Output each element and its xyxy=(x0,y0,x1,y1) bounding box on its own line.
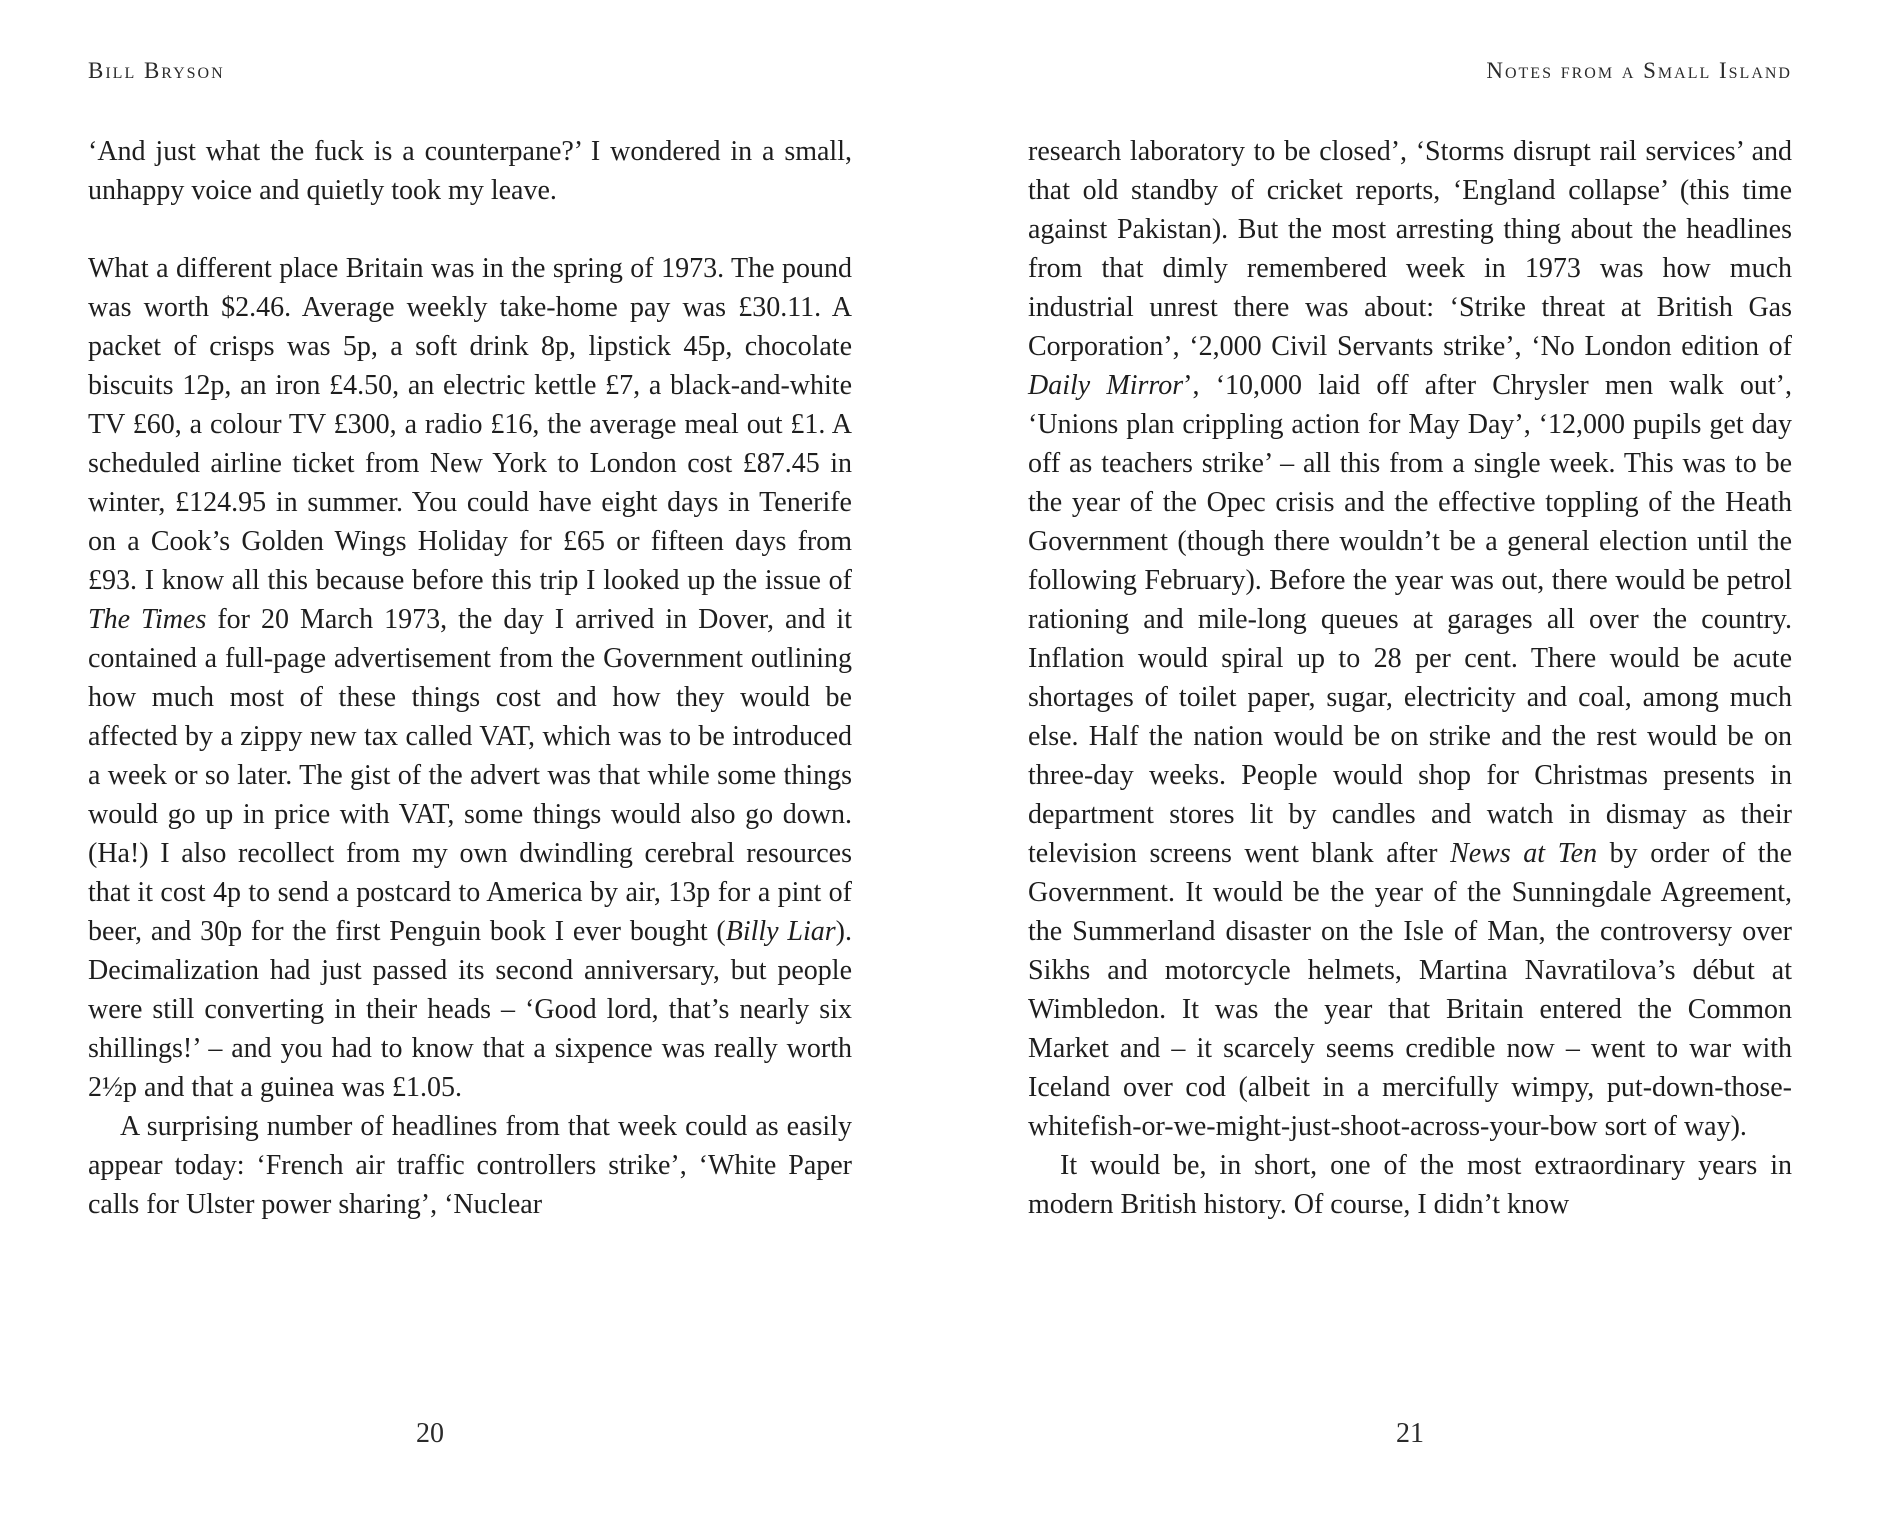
paragraph xyxy=(88,1107,852,1224)
left-page-body xyxy=(88,132,852,1224)
running-head-author: Bill Bryson xyxy=(88,58,225,83)
right-page-body xyxy=(1028,132,1792,1224)
paragraph xyxy=(88,249,852,1107)
italic-title: Daily Mirror xyxy=(1028,370,1184,401)
text-run: A surprising number of headlines from that week could as easily appear today: ‘French air traffic controllers strike’, ‘White Paper calls for Ulster power sharing’, ‘Nuclear xyxy=(88,1111,852,1220)
text-run: It would be, in short, one of the most extraordinary years in modern British history. Of course, I didn’t know xyxy=(1028,1150,1792,1220)
running-head-title: Notes from a Small Island xyxy=(1486,58,1792,83)
text-run: ‘And just what the fuck is a counterpane?’ I wondered in a small, unhappy voice and quietly took my leave. xyxy=(88,136,852,206)
italic-title: Billy Liar xyxy=(725,916,836,947)
italic-title: News at Ten xyxy=(1450,838,1598,869)
text-run: What a different place Britain was in the spring of 1973. The pound was worth $2.46. Average weekly take-home pay was £30.11. A packet of crisps was 5p, a soft drink 8p, lipstick 45p, chocolate biscuits 12p, an iron £4.50, an electric kettle £7, a black-and-white TV £60, a colour TV £300, a radio £16, the average meal out £1. A scheduled airline ticket from New York to London cost £87.45 in winter, £124.95 in summer. You could have eight days in Tenerife on a Cook’s Golden Wings Holiday for £65 or fifteen days from £93. I know all this because before this trip I looked up the issue of xyxy=(88,253,852,596)
left-page xyxy=(88,0,852,1524)
text-run: research laboratory to be closed’, ‘Storms disrupt rail services’ and that old standby of cricket reports, ‘England collapse’ (this time against Pakistan). But the most arresting thing about the headlines from that dimly remembered week in 1973 was how much industrial unrest there was about: ‘Strike threat at British Gas Corporation’, ‘2,000 Civil Servants strike’, ‘No London edition of xyxy=(1028,136,1792,362)
text-run: ). Decimalization had just passed its second anniversary, but people were still converting in their heads – ‘Good lord, that’s nearly six shillings!’ – and you had to know that a sixpence was really worth 2½p and that a guinea was £1.05. xyxy=(88,916,852,1103)
paragraph xyxy=(1028,132,1792,1146)
paragraph xyxy=(1028,1146,1792,1224)
italic-title: The Times xyxy=(88,604,207,635)
right-page xyxy=(1028,0,1792,1524)
page-number: 20 xyxy=(416,1418,444,1449)
text-run: by order of the Government. It would be the year of the Sunningdale Agreement, the Summerland disaster on the Isle of Man, the controversy over Sikhs and motorcycle helmets, Martina Navratilova’s début at Wimbledon. It was the year that Britain entered the Common Market and – it scarcely seems credible now – went to war with Iceland over cod (albeit in a mercifully wimpy, put-down-those-whitefish-or-we-might-just-shoot-across-your-bow sort of way). xyxy=(1028,838,1793,1142)
paragraph xyxy=(88,132,852,210)
text-run: for 20 March 1973, the day I arrived in Dover, and it contained a full-page advertisement from the Government outlining how much most of these things cost and how they would be affected by a zippy new tax called VAT, which was to be introduced a week or so later. The gist of the advert was that while some things would go up in price with VAT, some things would also go down. (Ha!) I also recollect from my own dwindling cerebral resources that it cost 4p to send a postcard to America by air, 13p for a pint of beer, and 30p for the first Penguin book I ever bought ( xyxy=(88,604,852,947)
text-run: ’, ‘10,000 laid off after Chrysler men walk out’, ‘Unions plan crippling action for May Day’, ‘12,000 pupils get day off as teachers strike’ – all this from a single week. This was to be the year of the Opec crisis and the effective toppling of the Heath Government (though there wouldn’t be a general election until the following February). Before the year was out, there would be petrol rationing and mile-long queues at garages all over the country. Inflation would spiral up to 28 per cent. There would be acute shortages of toilet paper, sugar, electricity and coal, among much else. Half the nation would be on strike and the rest would be on three-day weeks. People would shop for Christmas presents in department stores lit by candles and watch in dismay as their television screens went blank after xyxy=(1028,370,1792,869)
page-number: 21 xyxy=(1396,1418,1424,1449)
